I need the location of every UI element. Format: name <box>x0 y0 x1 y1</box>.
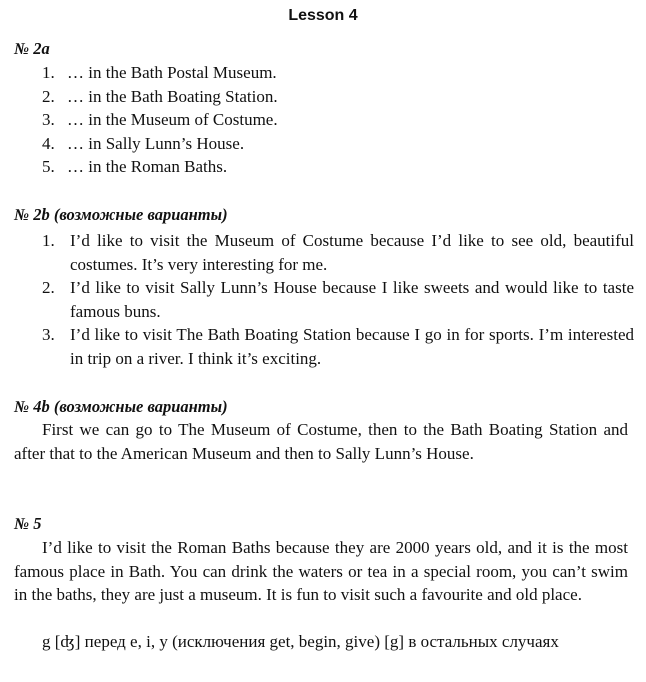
list-item <box>42 61 278 85</box>
list-item <box>42 132 278 156</box>
item-number: 1. <box>42 231 55 250</box>
list-item <box>42 155 278 179</box>
item-number: 4. <box>42 133 55 153</box>
item-number: 5. <box>42 157 55 176</box>
list-item <box>42 276 634 323</box>
item-text: … in the Bath Boating Station. <box>67 86 278 106</box>
exercise-2a-heading: № 2a <box>14 39 50 58</box>
item-number: 3. <box>42 110 55 129</box>
item-number: 3. <box>42 325 55 344</box>
exercise-2a-list <box>42 61 278 179</box>
list-item <box>42 85 278 109</box>
exercise-5-heading: № 5 <box>14 514 42 533</box>
item-text: … in the Bath Postal Museum. <box>67 63 277 82</box>
item-number: 1. <box>42 63 55 82</box>
item-number: 2. <box>42 86 55 106</box>
list-item <box>42 323 634 370</box>
exercise-4b-text: First we can go to The Museum of Costume, then to the Bath Boating Station and after that to the American Museum and then to Sally Lunn’s House. <box>14 420 628 463</box>
list-item <box>42 108 278 132</box>
exercise-2b-list <box>42 229 634 370</box>
item-text: I’d like to visit The Bath Boating Station because I go in for sports. I’m interested in trip on a river. I think it’s exciting. <box>70 325 634 368</box>
item-text: I’d like to visit the Museum of Costume because I’d like to see old, beautiful costumes. It’s very interesting for me. <box>70 231 634 274</box>
list-item <box>42 229 634 276</box>
item-text: … in Sally Lunn’s House. <box>67 133 245 153</box>
item-text: … in the Museum of Costume. <box>67 110 278 129</box>
lesson-title: Lesson 4 <box>288 7 358 24</box>
exercise-5-text: I’d like to visit the Roman Baths because they are 2000 years old, and it is the most famous place in Bath. You can drink the waters or tea in a special room, you can’t swim in the baths, they are just a museum. It is fun to visit such a favourite and old place. <box>14 538 628 604</box>
exercise-4b-heading: № 4b (возможные варианты) <box>14 397 228 416</box>
item-text: I’d like to visit Sally Lunn’s House because I like sweets and would like to taste famous buns. <box>70 278 634 321</box>
exercise-2b-heading: № 2b (возможные варианты) <box>14 205 228 224</box>
item-text: … in the Roman Baths. <box>67 157 228 176</box>
item-number: 2. <box>42 278 55 297</box>
pronunciation-note: g [ʤ] перед e, i, y (исключения get, begin, give) [g] в остальных случаях <box>42 632 559 651</box>
